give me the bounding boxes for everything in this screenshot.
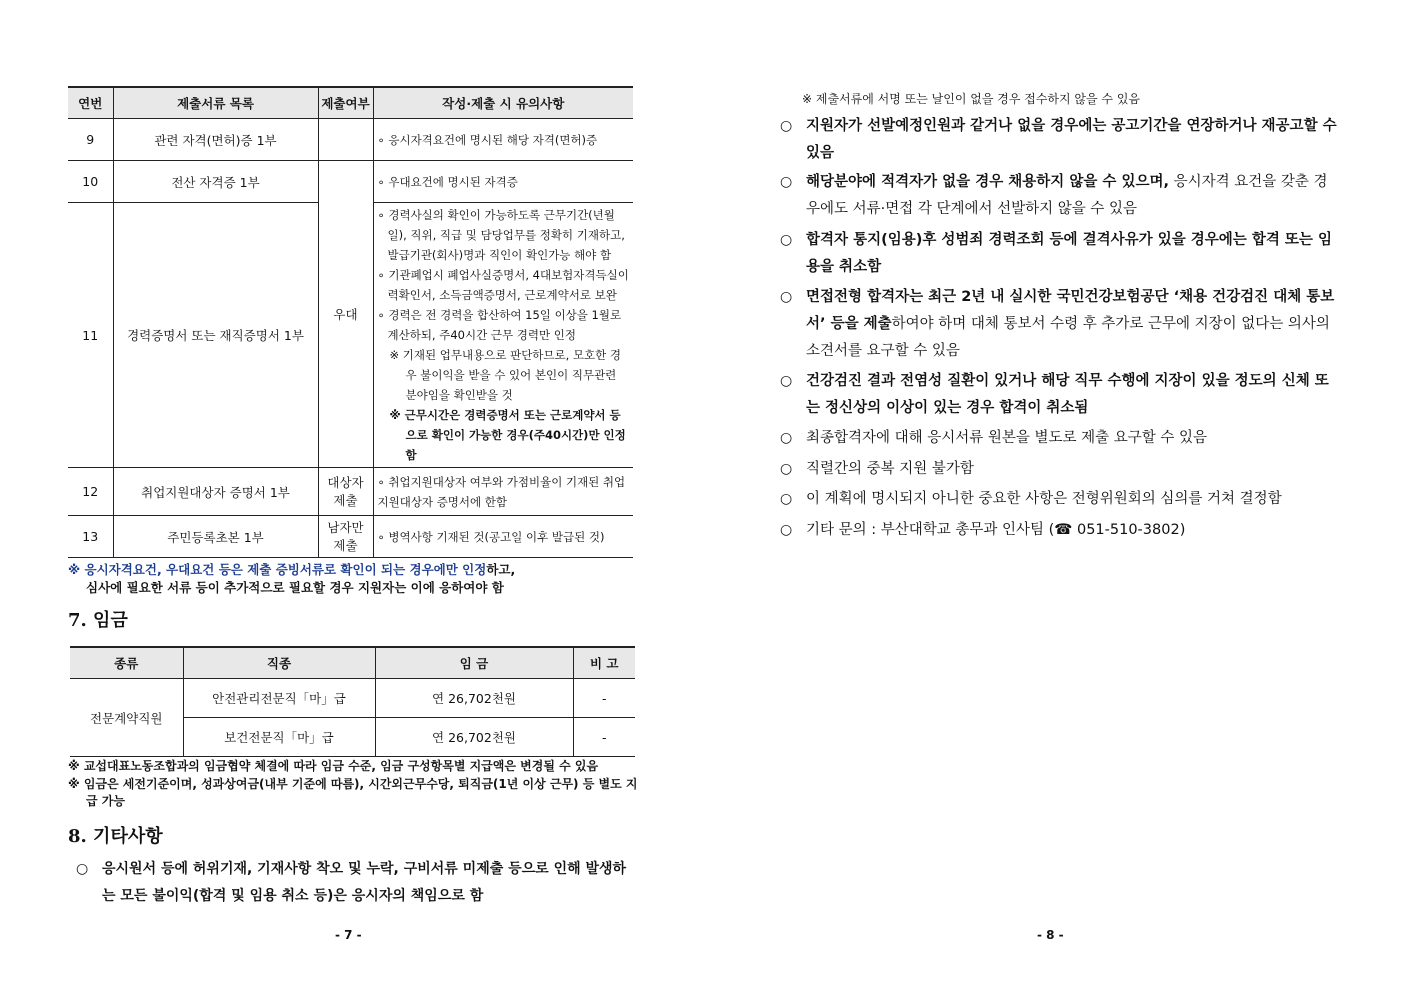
item-text: 이 계획에 명시되지 아니한 중요한 사항은 전형위원회의 심의를 거쳐 결정함 bbox=[806, 491, 1282, 507]
page-8 bbox=[700, 0, 1403, 992]
table-row bbox=[68, 516, 633, 558]
item-bold-text: 건강검진 결과 전염성 질환이 있거나 해당 직무 수행에 지장이 있을 정도의 신체 또는 정신상의 이상이 있는 경우 합격이 취소됨 bbox=[806, 373, 1329, 416]
list-item bbox=[780, 284, 1340, 365]
section-8-title: 8. 기타사항 bbox=[68, 826, 163, 847]
circle-bullet-icon: ○ bbox=[780, 522, 793, 538]
table-row bbox=[68, 468, 633, 516]
circle-bullet-icon: ○ bbox=[780, 491, 793, 507]
submission-documents-table bbox=[68, 86, 633, 558]
section-8-item: ○ 응시원서 등에 허위기재, 기재사항 착오 및 누락, 구비서류 미제출 등으로 인해 발생하는 모든 불이익(합격 및 임용 취소 등)은 응시자의 책임으로 함 bbox=[76, 856, 638, 910]
circle-bullet-icon: ○ bbox=[780, 373, 793, 389]
row-notes: ∘ 우대요건에 명시된 자격증 bbox=[373, 161, 633, 203]
header-notes: 작성·제출 시 유의사항 bbox=[373, 87, 633, 119]
table-header-row bbox=[70, 647, 635, 679]
wage-job: 보건전문직「마」급 bbox=[183, 718, 375, 757]
header-type: 종류 bbox=[70, 647, 183, 679]
circle-bullet-icon: ○ bbox=[780, 461, 793, 477]
header-wage: 임 금 bbox=[375, 647, 573, 679]
row-notes: ∘ 취업지원대상자 여부와 가점비율이 기재된 취업지원대상자 증명서에 한함 bbox=[373, 468, 633, 516]
list-item bbox=[780, 425, 1340, 452]
item-text: 응시자격 요건을 갖춘 경우에도 서류·면접 각 단계에서 선발하지 않을 수 있음 bbox=[806, 174, 1328, 217]
item-bold-text: 면접전형 합격자는 최근 2년 내 실시한 국민건강보험공단 ‘채용 건강검진 대체 통보서’ 등을 제출 bbox=[806, 289, 1335, 332]
item-bold-text: 합격자 통지(임용)후 성범죄 경력조회 등에 결격사유가 있을 경우에는 합격 또는 임용을 취소함 bbox=[806, 232, 1332, 275]
circle-bullet-icon: ○ bbox=[780, 118, 793, 134]
list-item bbox=[780, 169, 1340, 223]
row-notes: ∘ 병역사항 기재된 것(공고일 이후 발급된 것) bbox=[373, 516, 633, 558]
section-7-title: 7. 임금 bbox=[68, 610, 128, 631]
page-number: - 8 - bbox=[1037, 928, 1064, 942]
table-row bbox=[68, 161, 633, 203]
row-document: 경력증명서 또는 재직증명서 1부 bbox=[113, 203, 318, 468]
item-text: 직렬간의 중복 지원 불가함 bbox=[806, 461, 974, 477]
row-status: 남자만 제출 bbox=[318, 516, 373, 558]
list-item-contact bbox=[780, 517, 1340, 544]
row-status: 우대 bbox=[318, 161, 373, 468]
row-no: 12 bbox=[68, 468, 113, 516]
row-notes: ∘ 응시자격요건에 명시된 해당 자격(면허)증 bbox=[373, 119, 633, 161]
wage-amount: 연 26,702천원 bbox=[375, 718, 573, 757]
wage-category: 전문계약직원 bbox=[70, 679, 183, 757]
wage-remark: - bbox=[573, 718, 635, 757]
item-bold-text: 해당분야에 적격자가 없을 경우 채용하지 않을 수 있으며, bbox=[806, 174, 1170, 190]
page-7 bbox=[0, 0, 700, 992]
page-number: - 7 - bbox=[335, 928, 362, 942]
header-status: 제출여부 bbox=[318, 87, 373, 119]
note-bullet: ∘ 경력은 전 경력을 합산하여 15일 이상을 1월로 계산하되, 주40시간 근무 경력만 인정 bbox=[377, 308, 622, 342]
contact-text: 기타 문의 : 부산대학교 총무과 인사팀 (☎ 051-510-3802) bbox=[806, 522, 1186, 538]
row-status bbox=[318, 119, 373, 161]
table-header-row bbox=[68, 87, 633, 119]
list-item bbox=[780, 368, 1340, 422]
row-status: 대상자 제출 bbox=[318, 468, 373, 516]
list-item bbox=[780, 486, 1340, 513]
wage-remark: - bbox=[573, 679, 635, 718]
row-document: 관련 자격(면허)증 1부 bbox=[113, 119, 318, 161]
qualification-note-highlight: ※ 응시자격요건, 우대요건 등은 제출 증빙서류로 확인이 되는 경우에만 인정 bbox=[68, 562, 487, 577]
table-row bbox=[68, 119, 633, 161]
qualification-note-tail: 하고, bbox=[486, 562, 516, 577]
row-document: 취업지원대상자 증명서 1부 bbox=[113, 468, 318, 516]
row-no: 13 bbox=[68, 516, 113, 558]
reference-note: ※ 기재된 업무내용으로 판단하므로, 모호한 경우 불이익을 받을 수 있어 본인이 직무관련 분야임을 확인받을 것 bbox=[389, 348, 622, 402]
list-item bbox=[780, 113, 1340, 167]
circle-bullet-icon: ○ bbox=[780, 174, 793, 190]
row-no: 11 bbox=[68, 203, 113, 468]
circle-bullet-icon: ○ bbox=[780, 430, 793, 446]
circle-bullet-icon: ○ bbox=[76, 861, 89, 877]
item-bold-text: 지원자가 선발예정인원과 같거나 없을 경우에는 공고기간을 연장하거나 재공고할 수 있음 bbox=[806, 118, 1337, 161]
wage-note-2: ※ 임금은 세전기준이며, 성과상여금(내부 기준에 따름), 시간외근무수당, 퇴직금(1년 이상 근무) 등 별도 지급 가능 bbox=[68, 777, 638, 808]
wage-note-1: ※ 교섭대표노동조합과의 임금협약 체결에 따라 임금 수준, 임금 구성항목별 지급액은 변경될 수 있음 bbox=[68, 759, 599, 773]
signature-note: ※ 제출서류에 서명 또는 날인이 없을 경우 접수하지 않을 수 있음 bbox=[802, 92, 1141, 106]
circle-bullet-icon: ○ bbox=[780, 232, 793, 248]
qualification-note bbox=[68, 561, 638, 597]
row-document: 전산 자격증 1부 bbox=[113, 161, 318, 203]
row-notes bbox=[373, 203, 633, 468]
wage-table bbox=[70, 646, 635, 757]
header-job: 직종 bbox=[183, 647, 375, 679]
row-no: 10 bbox=[68, 161, 113, 203]
row-no: 9 bbox=[68, 119, 113, 161]
list-item bbox=[780, 456, 1340, 483]
list-item bbox=[780, 227, 1340, 281]
item-text: 하여야 하며 대체 통보서 수령 후 추가로 근무에 지장이 없다는 의사의 소견서를 요구할 수 있음 bbox=[806, 316, 1330, 359]
row-document: 주민등록초본 1부 bbox=[113, 516, 318, 558]
qualification-note-line2: 심사에 필요한 서류 등이 추가적으로 필요할 경우 지원자는 이에 응하여야 함 bbox=[86, 580, 504, 595]
wage-job: 안전관리전문직「마」급 bbox=[183, 679, 375, 718]
note-bullet: ∘ 경력사실의 확인이 가능하도록 근무기간(년월일), 직위, 직급 및 담당업무를 정확히 기재하고, 발급기관(회사)명과 직인이 확인가능 해야 함 bbox=[377, 208, 625, 262]
item-text: 최종합격자에 대해 응시서류 원본을 별도로 제출 요구할 수 있음 bbox=[806, 430, 1208, 446]
reference-note: ※ 근무시간은 경력증명서 또는 근로계약서 등으로 확인이 가능한 경우(주40시간)만 인정함 bbox=[389, 408, 626, 462]
circle-bullet-icon: ○ bbox=[780, 289, 793, 305]
note-bullet: ∘ 기관폐업시 폐업사실증명서, 4대보험자격득실이력확인서, 소득금액증명서, 근로계약서로 보완 bbox=[377, 268, 629, 302]
header-document: 제출서류 목록 bbox=[113, 87, 318, 119]
header-no: 연번 bbox=[68, 87, 113, 119]
header-remark: 비 고 bbox=[573, 647, 635, 679]
wage-amount: 연 26,702천원 bbox=[375, 679, 573, 718]
table-row bbox=[70, 679, 635, 718]
